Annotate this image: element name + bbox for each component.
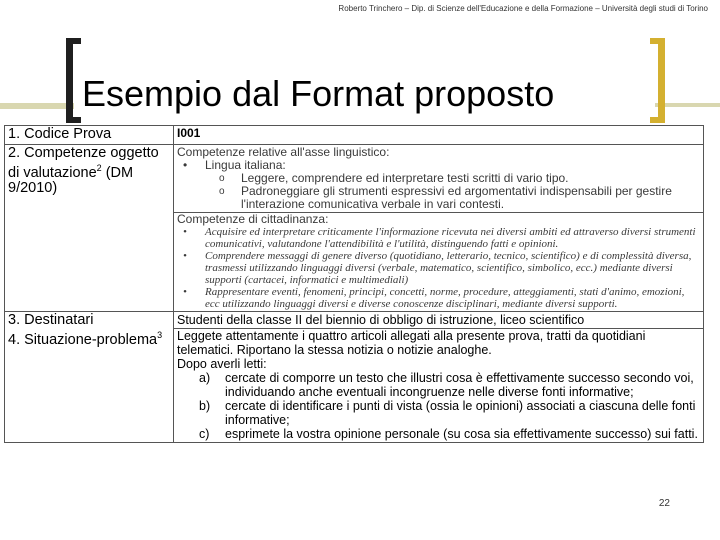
list-item: o Leggere, comprendere ed interpretare testi scritti di vario tipo.	[241, 172, 700, 185]
row-label-competenze: 2. Competenze oggetto di valutazione$^2$ (DM 9/2010)	[5, 144, 174, 311]
row-value-destinatari	[174, 311, 704, 442]
citt-section	[174, 212, 703, 310]
list-item: • Rappresentare eventi, fenomeni, principi, concetti, norme, procedure, atteggiamenti, stati d'animo, emozioni, ecc utilizzando linguaggi diversi e diverse conoscenze disciplinari, mediante diversi supporti.	[205, 286, 700, 310]
slide-header: Roberto Trinchero – Dip. di Scienze dell'Educazione e della Formazione – Università degli studi di Torino	[338, 4, 708, 13]
asse-heading: Competenze relative all'asse linguistico:	[177, 144, 390, 159]
lingua-sublist	[205, 172, 700, 211]
list-item: • Comprendere messaggi di genere diverso (quotidiano, letterario, tecnico, scientifico) e di complessità diversa, trasmessi utilizzando linguaggi diversi (verbale, matematico, scientifico, simbolico, ecc.) mediante diversi supporti (cartacei, informatici e multimediali)	[205, 250, 700, 286]
list-item: o Padroneggiare gli strumenti espressivi ed argomentativi indispensabili per gestire l'interazione comunicativa verbale in vari contesti.	[241, 185, 700, 211]
citt-list	[177, 226, 700, 310]
task-list	[177, 371, 700, 441]
title-bracket-left	[66, 38, 81, 123]
citt-heading: Competenze di cittadinanza:	[177, 211, 329, 226]
table-row	[5, 126, 704, 145]
decorative-bar	[0, 103, 74, 109]
row-label-codice: 1. Codice Prova	[5, 126, 174, 145]
list-item: • Lingua italiana: o Leggere, comprendere ed interpretare testi scritti di vario tipo. o Padroneggiare gli strumenti espressivi ed argomentativi indispensabili per gestire l'interazione comunicativa verbale in vari contesti.	[205, 159, 700, 211]
page-number: 22	[658, 498, 670, 509]
situazione-text: Leggete attentamente i quattro articoli allegati alla presente prova, tratti da quotidiani telematici. Riportano la stessa notizia o notizie analoghe.	[177, 328, 646, 357]
title-bracket-right	[650, 38, 665, 123]
dopo-text: Dopo averli letti:	[177, 356, 267, 371]
list-item: a) cercate di comporre un testo che illustri cosa è effettivamente successo secondo voi, individuando anche eventuali incongruenze nelle diverse fonti informative;	[199, 370, 694, 399]
list-item: b) cercate di identificare i punti di vista (ossia le opinioni) associati a ciascuna delle fonti informative;	[199, 398, 696, 427]
slide-title: Esempio dal Format proposto	[82, 73, 555, 114]
row-label-destinatari: 3. Destinatari 4. Situazione-problema$^3$	[5, 311, 174, 442]
format-table	[4, 125, 704, 443]
list-item: c) esprimete la vostra opinione personale (su cosa sia effettivamente successo) sui fatti.	[199, 426, 698, 441]
situazione-section	[174, 328, 703, 441]
table-row	[5, 144, 704, 311]
list-item: • Acquisire ed interpretare criticamente l'informazione ricevuta nei diversi ambiti ed attraverso diversi strumenti comunicativi, valutandone l'attendibilità e l'utilità, distinguendo fatti e opinioni.	[205, 226, 700, 250]
destinatari-text: Studenti della classe II del biennio di obbligo di istruzione, liceo scientifico	[177, 312, 585, 327]
row-value-competenze	[174, 144, 704, 311]
lingua-list	[177, 159, 700, 211]
table-row	[5, 311, 704, 442]
row-value-codice: I001	[174, 126, 704, 145]
